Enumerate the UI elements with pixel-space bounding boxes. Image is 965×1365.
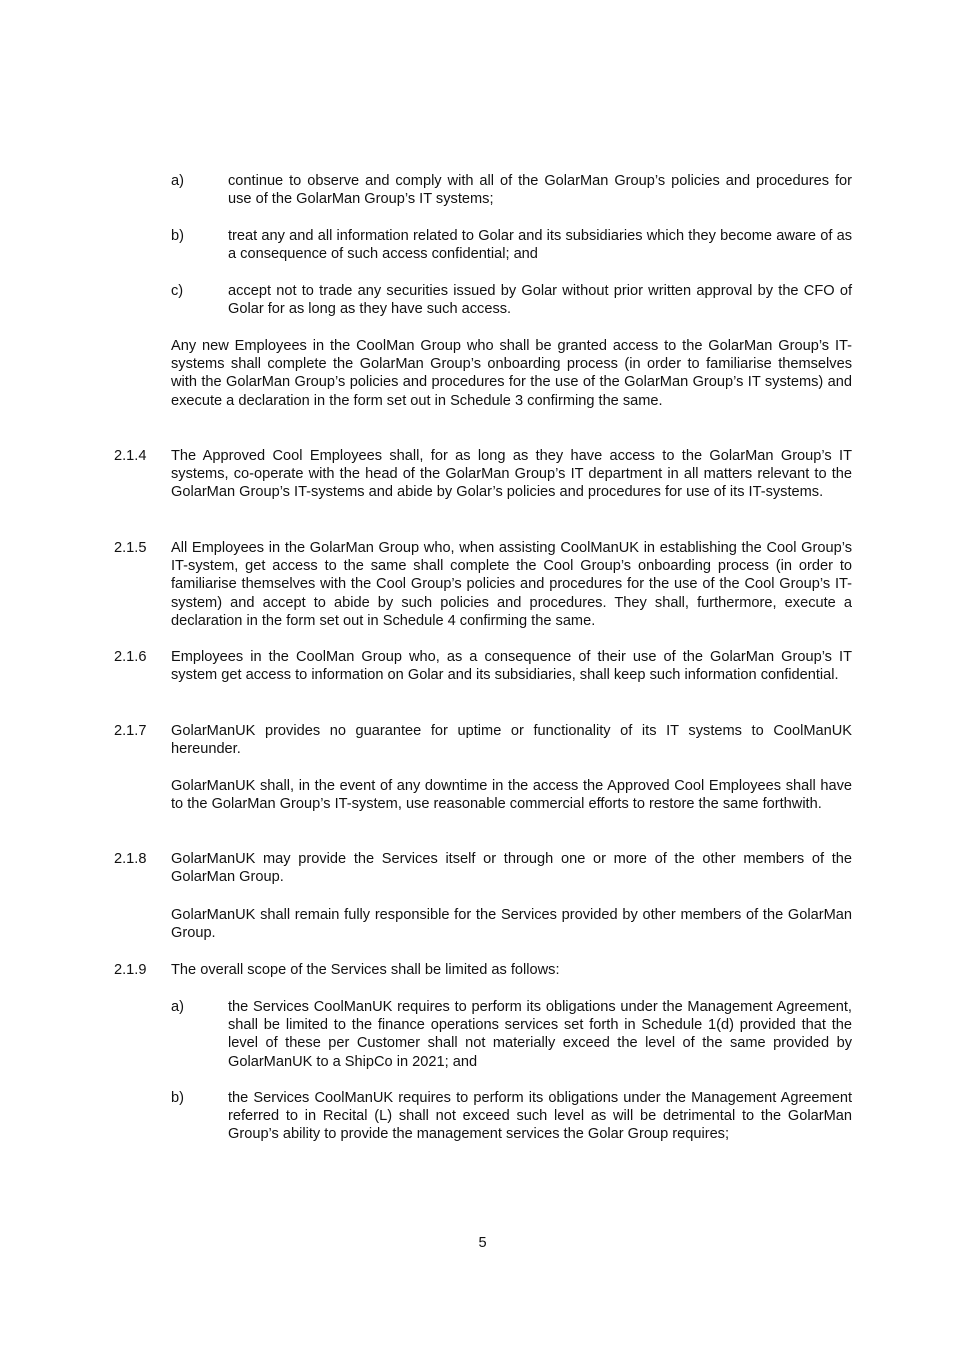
list-item-text: continue to observe and comply with all of the GolarMan Group’s policies and procedures for use of the GolarMan Group’s IT systems; — [228, 173, 852, 208]
list-item-label: b) — [171, 1090, 184, 1106]
list-item-label: a) — [171, 173, 184, 189]
clause-text: GolarManUK provides no guarantee for uptime or functionality of its IT systems to CoolManUK hereunder. — [171, 723, 852, 758]
clause-number: 2.1.9 — [114, 962, 147, 978]
clause-text: GolarManUK may provide the Services itself or through one or more of the other members of the GolarMan Group. — [171, 851, 852, 886]
clause-number: 2.1.7 — [114, 723, 147, 739]
paragraph-downtime: GolarManUK shall, in the event of any downtime in the access the Approved Cool Employees shall have to the GolarMan Group’s IT-system, use reasonable commercial efforts to restore the same forthwith. — [171, 778, 852, 813]
paragraph-new-employees: Any new Employees in the CoolMan Group who shall be granted access to the GolarMan Group’s IT-systems shall complete the GolarMan Group’s onboarding process (in order to familiarise themselves with the GolarMan Group’s policies and procedures for the use of the GolarMan Group’s IT systems) and execute a declaration in the form set out in Schedule 3 confirming the same. — [171, 338, 852, 409]
clause-number: 2.1.8 — [114, 851, 147, 867]
clause-number: 2.1.5 — [114, 540, 147, 556]
list-item-text: the Services CoolManUK requires to perform its obligations under the Management Agreement referred to in Recital (L) shall not exceed such level as will be detrimental to the GolarMan Group’s ability to provide the management services the Golar Group requires; — [228, 1090, 852, 1143]
page-number: 5 — [478, 1235, 487, 1251]
clause-number: 2.1.6 — [114, 649, 147, 665]
list-item-text: accept not to trade any securities issued by Golar without prior written approval by the CFO of Golar for as long as they have such access. — [228, 283, 852, 318]
clause-text: The Approved Cool Employees shall, for as long as they have access to the GolarMan Group’s IT systems, co-operate with the head of the GolarMan Group’s IT department in all matters relevant to the GolarMan Group’s IT-systems and abide by Golar’s policies and procedures for use of its IT-systems. — [171, 448, 852, 501]
clause-text: The overall scope of the Services shall be limited as follows: — [171, 962, 560, 978]
list-item-label: c) — [171, 283, 184, 299]
list-item-label: a) — [171, 999, 184, 1015]
clause-number: 2.1.4 — [114, 448, 147, 464]
list-item-text: treat any and all information related to Golar and its subsidiaries which they become aware of as a consequence of such access confidential; and — [228, 228, 852, 263]
paragraph-responsible: GolarManUK shall remain fully responsible for the Services provided by other members of the GolarMan Group. — [171, 907, 852, 942]
list-item-label: b) — [171, 228, 184, 244]
list-item-text: the Services CoolManUK requires to perform its obligations under the Management Agreement, shall be limited to the finance operations services set forth in Schedule 1(d) provided that the level of these per Customer shall not materially exceed the level of the same provided by GolarManUK to a ShipCo in 2021; and — [228, 999, 852, 1070]
clause-text: Employees in the CoolMan Group who, as a consequence of their use of the GolarMan Group’s IT system get access to information on Golar and its subsidiaries, shall keep such information confidential. — [171, 649, 852, 684]
clause-text: All Employees in the GolarMan Group who, when assisting CoolManUK in establishing the Cool Group’s IT-system, get access to the same shall complete the Cool Group’s onboarding process (in order to familiarise themselves with the Cool Group’s policies and procedures for the use of the Cool Group’s IT-system) and accept to abide by such policies and procedures. They shall, furthermore, execute a declaration in the form set out in Schedule 4 confirming the same. — [171, 540, 852, 629]
